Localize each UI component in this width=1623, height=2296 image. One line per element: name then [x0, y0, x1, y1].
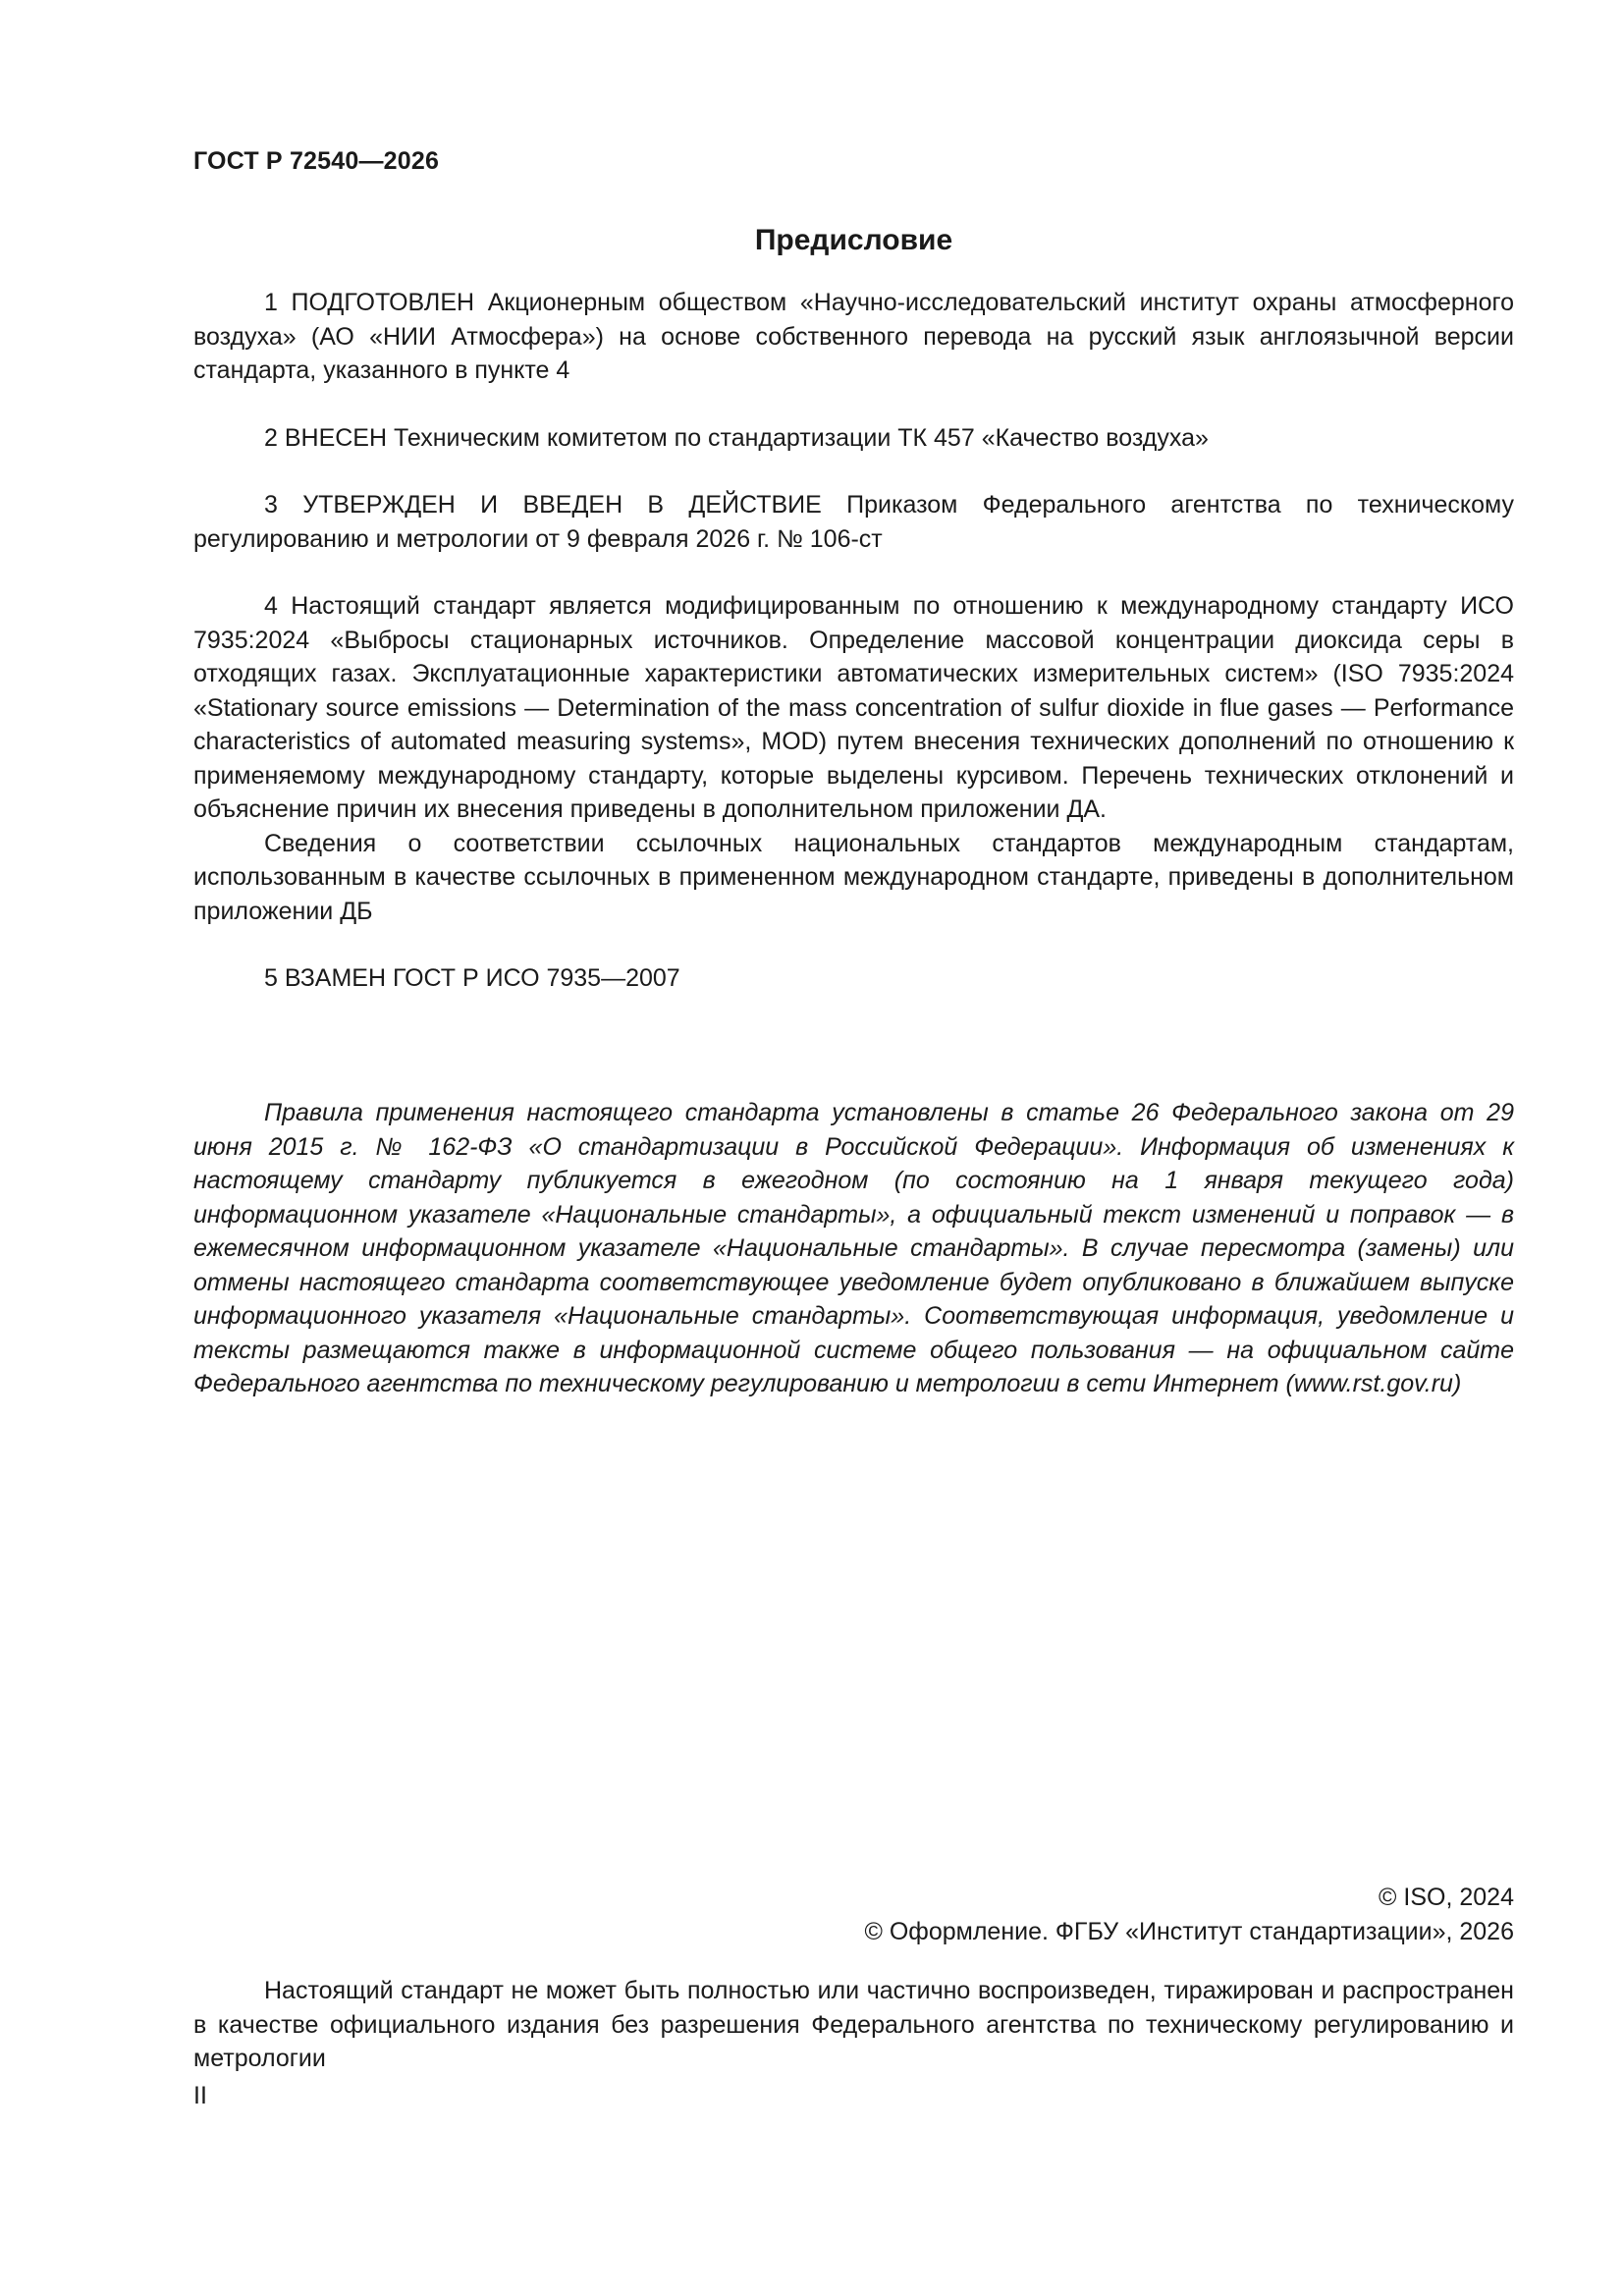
reproduction-notice-text: Настоящий стандарт не может быть полностью или частично воспроизведен, тиражирован и распространен в качестве официального издания без разрешения Федерального агентства по техническому регулированию и метрологии [193, 1977, 1514, 2072]
section-1 [193, 286, 1514, 388]
page-title: Предисловие [754, 224, 953, 256]
section-4-text: 4 Настоящий стандарт является модифицированным по отношению к международному стандарту ИСО 7935:2024 «Выбросы стационарных источников. Определение массовой концентрации диоксида серы в отходящих газах. Эксплуатационные характеристики автоматических измерительных систем» (ISO 7935:2024 «Stationary source emissions — Determination of the mass concentration of sulfur dioxide in flue gases — Performance characteristics of automated measuring systems», MOD) путем внесения технических дополнений по отношению к применяемому международному стандарту, которые выделены курсивом. Перечень технических отклонений и объяснение причин их внесения приведены в дополнительном приложении ДА. [193, 592, 1514, 823]
section-5-text: 5 ВЗАМЕН ГОСТ Р ИСО 7935—2007 [264, 964, 680, 992]
rules-notice-text: Правила применения настоящего стандарта установлены в статье 26 Федерального закона от 29 июня 2015 г. № 162-ФЗ «О стандартизации в Российской Федерации». Информация об изменениях к настоящему стандарту публикуется в ежегодном (по состоянию на 1 января текущего года) информационном указателе «Национальные стандарты», а официальный текст изменений и поправок — в ежемесячном информационном указателе «Национальные стандарты». В случае пересмотра (замены) или отмены настоящего стандарта соответствующее уведомление будет опубликовано в ближайшем выпуске информационного указателя «Национальные стандарты». Соответствующая информация, уведомление и тексты размещаются также в информационной системе общего пользования — на официальном сайте Федерального агентства по техническому регулированию и метрологии в сети Интернет (www.rst.gov.ru) [193, 1099, 1514, 1397]
page-number: II [193, 2082, 207, 2109]
section-4-references-text: Сведения о соответствии ссылочных национальных стандартов международным стандартам, использованным в качестве ссылочных в примененном международном стандарте, приведены в дополнительном приложении ДБ [193, 829, 1514, 925]
section-1-text: 1 ПОДГОТОВЛЕН Акционерным обществом «Научно-исследовательский институт охраны атмосферного воздуха» (АО «НИИ Атмосфера») на основе собственного перевода на русский язык англоязычной версии стандарта, указанного в пункте 4 [193, 289, 1514, 384]
reproduction-notice [193, 1974, 1514, 2076]
section-3 [193, 488, 1514, 556]
section-2-text: 2 ВНЕСЕН Техническим комитетом по стандартизации ТК 457 «Качество воздуха» [264, 423, 1209, 452]
section-2 [193, 421, 1514, 456]
copyright-block [864, 1881, 1514, 1948]
copyright-design: © Оформление. ФГБУ «Институт стандартизации», 2026 [864, 1917, 1514, 1945]
section-3-text: 3 УТВЕРЖДЕН И ВВЕДЕН В ДЕЙСТВИЕ Приказом Федерального агентства по техническому регулированию и метрологии от 9 февраля 2026 г. № 106-ст [193, 491, 1514, 553]
section-4 [193, 589, 1514, 827]
rules-notice [193, 1096, 1514, 1401]
document-code: ГОСТ Р 72540—2026 [193, 147, 440, 175]
foreword-body [193, 286, 1514, 1029]
copyright-iso: © ISO, 2024 [1379, 1884, 1514, 1911]
section-5 [193, 961, 1514, 996]
section-4-references [193, 827, 1514, 929]
